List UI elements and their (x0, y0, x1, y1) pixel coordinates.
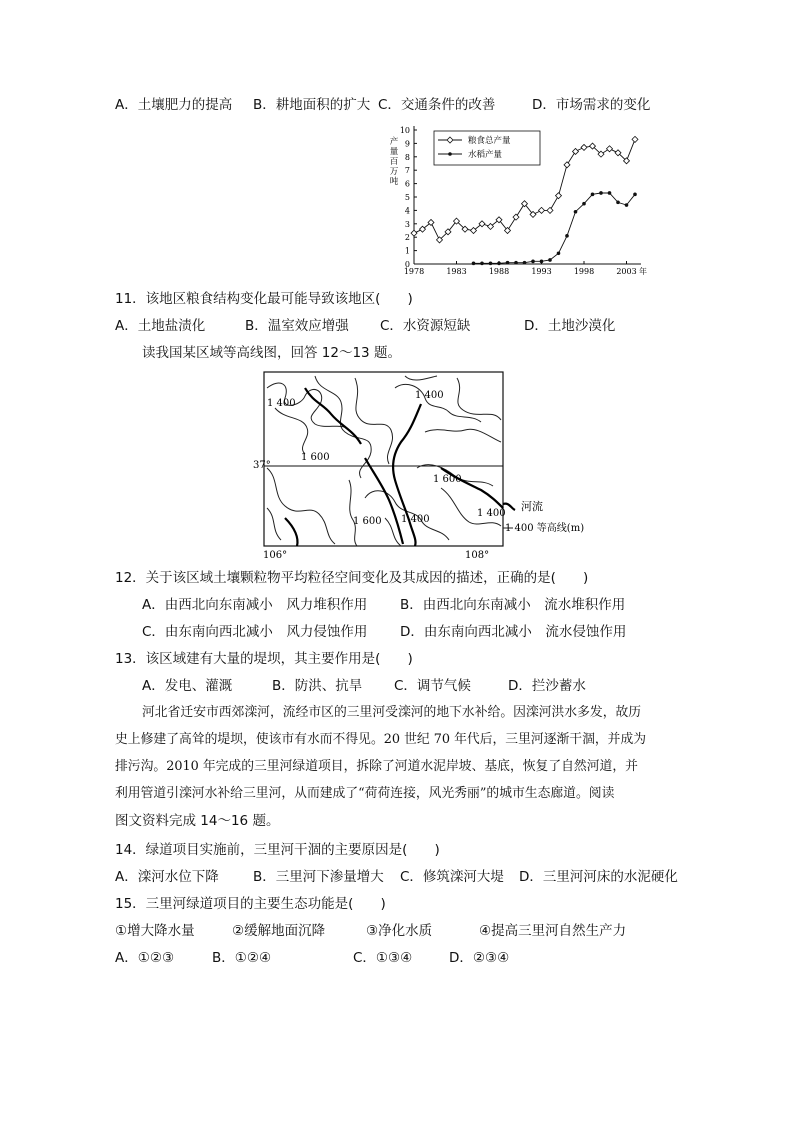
data-point (547, 207, 553, 213)
q13-option-c: C．调节气候 (394, 678, 471, 694)
data-point (625, 203, 629, 207)
y-tick-label: 4 (404, 206, 410, 216)
grain-production-chart (380, 120, 655, 280)
q15-stem: 15．三里河绿道项目的主要生态功能是( ) (115, 896, 386, 912)
q15-item: ①增大降水量 (115, 923, 195, 939)
data-point (591, 193, 595, 197)
passage-line: 河北省迁安市西郊滦河，流经市区的三里河受滦河的地下水补给。因滦河洪水多发，故历 (142, 705, 642, 720)
q15-option-d: D．②③④ (449, 950, 510, 966)
q11-stem: 11．该地区粮食结构变化最可能导致该地区( ) (115, 291, 413, 307)
data-point (573, 148, 579, 154)
q11-option-c: C．水资源短缺 (380, 318, 471, 334)
contour-label: 1 600 (301, 452, 330, 463)
data-point (632, 136, 638, 142)
q15-option-c: C．①③④ (353, 950, 413, 966)
data-point (531, 260, 535, 264)
y-tick-label: 1 (404, 246, 410, 256)
data-point (506, 261, 510, 265)
contour-label: 1 400 (401, 514, 430, 525)
data-point (472, 262, 476, 266)
q12-option-c: C．由东南向西北减小 风力侵蚀作用 (142, 624, 368, 640)
legend-river-label: 河流 (521, 500, 543, 513)
data-point (564, 162, 570, 168)
q14-option-c: C．修筑滦河大堤 (400, 869, 504, 885)
q15-item: ②缓解地面沉降 (232, 923, 326, 939)
q12-option-d: D．由东南向西北减小 流水侵蚀作用 (400, 624, 627, 640)
q14-option-a: A．滦河水位下降 (115, 869, 219, 885)
lon-label-106: 106° (263, 550, 288, 561)
q15-option-b: B．①②④ (212, 950, 272, 966)
data-point (411, 230, 417, 236)
lon-label-108: 108° (465, 550, 490, 561)
q14-stem: 14．绿道项目实施前，三里河干涸的主要原因是( ) (115, 842, 440, 858)
data-point (607, 146, 613, 152)
contour-map (245, 368, 585, 561)
q11-option-d: D．土地沙漠化 (524, 318, 616, 334)
intro-12-13: 读我国某区域等高线图，回答 12～13 题。 (142, 345, 401, 361)
y-tick-label: 10 (399, 126, 410, 135)
passage-line: 图文资料完成 14～16 题。 (115, 813, 280, 829)
data-point (633, 193, 637, 197)
data-point (548, 258, 552, 262)
q13-stem: 13．该区域建有大量的堤坝，其主要作用是( ) (115, 651, 413, 667)
legend-contour-label: 1 400 等高线(m) (505, 523, 585, 534)
contour-label: 1 400 (267, 398, 296, 409)
q10-option-a: A．土壤肥力的提高 (115, 97, 233, 113)
x-unit-label: 年 (639, 267, 647, 276)
data-point (557, 251, 561, 255)
data-point (489, 262, 493, 266)
contour-label: 1 400 (415, 390, 444, 401)
y-tick-label: 8 (404, 152, 410, 162)
y-axis-label: 产量百万吨 (389, 137, 399, 187)
legend-marker (448, 152, 452, 156)
data-point (565, 234, 569, 238)
q11-option-a: A．土地盐渍化 (115, 318, 206, 334)
y-tick-label: 0 (404, 260, 410, 269)
contour-label: 1 400 (477, 508, 506, 519)
data-point (480, 262, 484, 266)
data-point (539, 207, 545, 213)
y-tick-label: 9 (404, 139, 410, 149)
x-tick-label: 1993 (531, 267, 552, 276)
legend-label: 粮食总产量 (468, 136, 511, 146)
passage-line: 利用管道引滦河水补给三里河，从而建成了“荷荷连接，风光秀丽”的城市生态廊道。阅读 (115, 786, 615, 801)
passage-line: 排污沟。2010 年完成的三里河绿道项目，拆除了河道水泥岸坡、基底，恢复了自然河道，并 (115, 759, 638, 774)
data-point (556, 193, 562, 199)
data-point (514, 261, 518, 265)
y-tick-label: 6 (404, 179, 410, 189)
x-tick-label: 1988 (488, 267, 510, 276)
q14-option-b: B．三里河下渗量增大 (253, 869, 384, 885)
q13-option-b: B．防洪、抗旱 (272, 678, 363, 694)
q15-item: ④提高三里河自然生产力 (479, 923, 627, 939)
q15-item: ③净化水质 (366, 923, 433, 939)
data-point (616, 201, 620, 205)
q13-option-d: D．拦沙蓄水 (508, 678, 586, 694)
contour-label: 1 600 (353, 516, 382, 527)
q14-option-d: D．三里河河床的水泥硬化 (519, 869, 678, 885)
q12-stem: 12．关于该区域土壤颗粒物平均粒径空间变化及其成因的描述，正确的是( ) (115, 570, 589, 586)
x-tick-label: 1983 (446, 267, 467, 276)
q11-option-b: B．温室效应增强 (245, 318, 349, 334)
data-point (608, 191, 612, 195)
legend-label: 水稻产量 (468, 150, 503, 160)
q10-option-c: C．交通条件的改善 (378, 97, 496, 113)
x-tick-label: 1998 (573, 267, 595, 276)
x-tick-label: 1978 (403, 267, 425, 276)
q10-option-d: D．市场需求的变化 (532, 97, 651, 113)
data-point (599, 191, 603, 195)
contour-label: 1 600 (433, 474, 462, 485)
y-tick-label: 2 (404, 233, 410, 243)
passage-line: 史上修建了高耸的堤坝，使该市有水而不得见。20 世纪 70 年代后，三里河逐渐干涸，并成为 (115, 732, 647, 747)
data-point (497, 262, 501, 266)
q12-option-b: B．由西北向东南减小 流水堆积作用 (400, 597, 626, 613)
data-point (513, 214, 519, 220)
data-point (581, 144, 587, 150)
data-point (574, 210, 578, 214)
x-tick-label: 2003 (616, 267, 637, 276)
q15-option-a: A．①②③ (115, 950, 175, 966)
y-tick-label: 5 (404, 193, 410, 202)
data-point (540, 260, 544, 264)
q12-option-a: A．由西北向东南减小 风力堆积作用 (142, 597, 368, 613)
y-tick-label: 3 (404, 219, 410, 229)
lat-label: 37° (253, 460, 271, 471)
q13-option-a: A．发电、灌溉 (142, 678, 233, 694)
q10-option-b: B．耕地面积的扩大 (253, 97, 371, 113)
y-tick-label: 7 (404, 166, 410, 176)
data-point (582, 202, 586, 206)
data-point (523, 261, 527, 265)
